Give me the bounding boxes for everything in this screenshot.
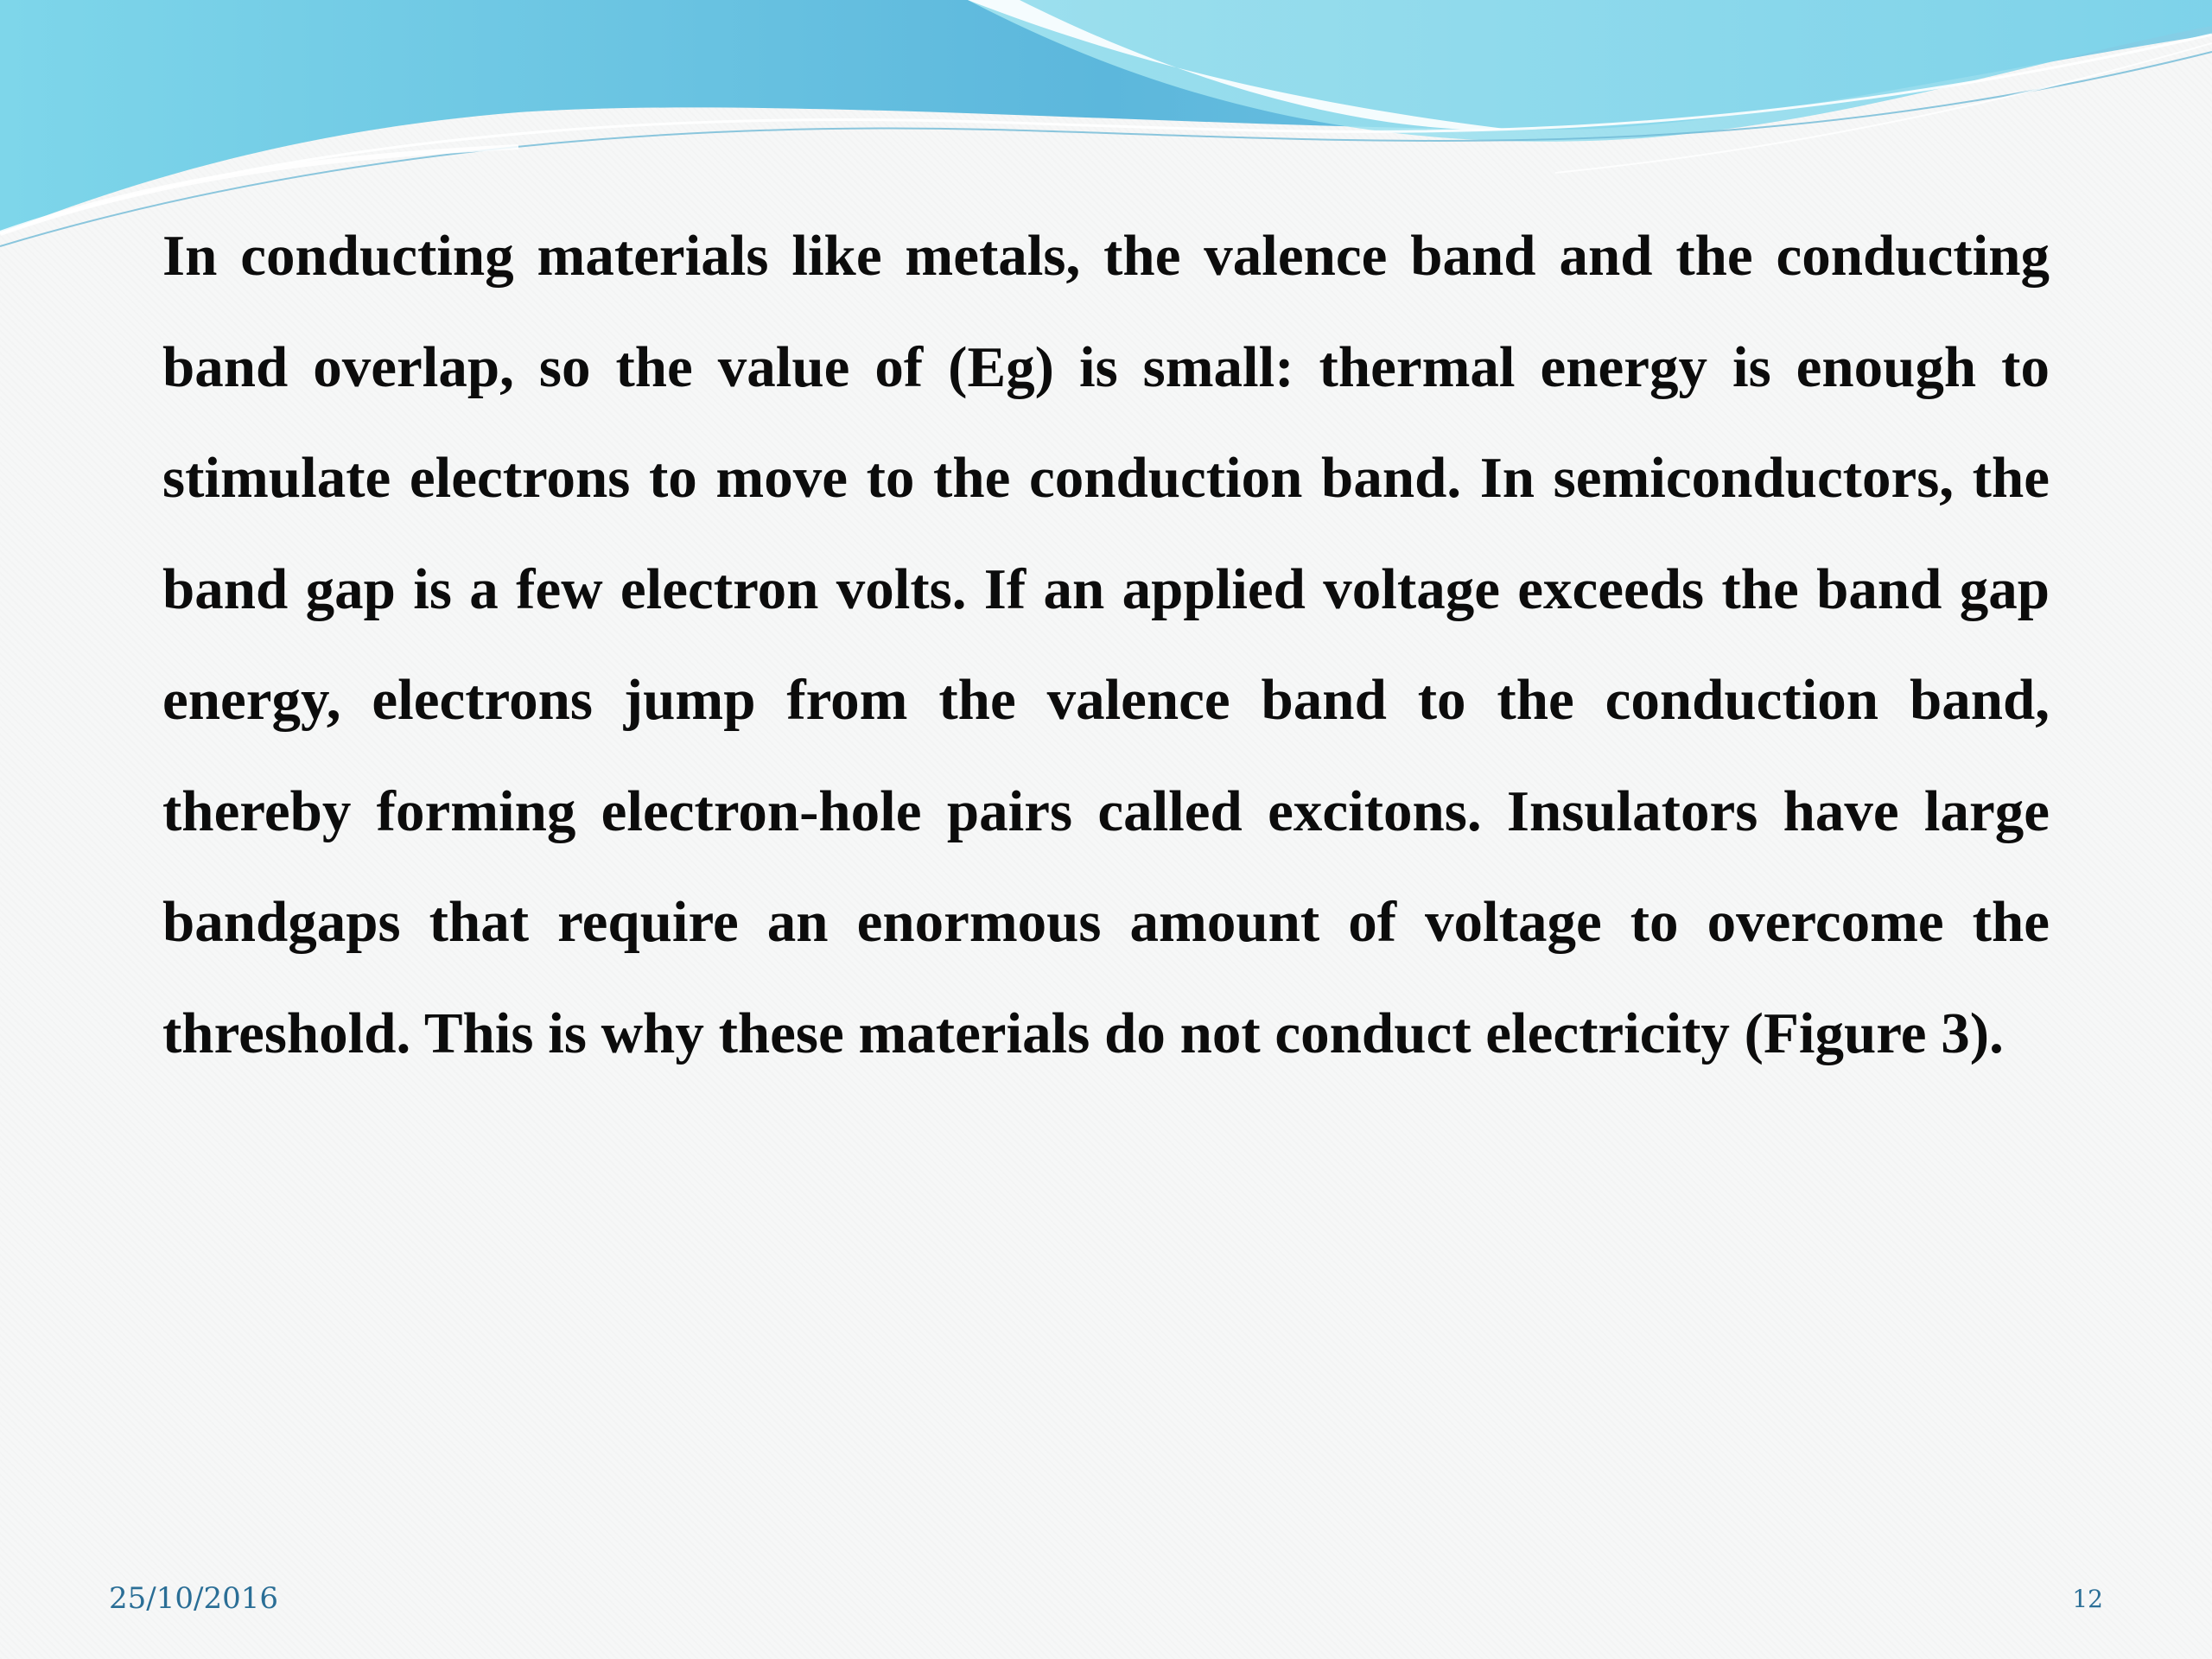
slide-number: 12 <box>2072 1585 2103 1613</box>
slide-body-text: In conducting materials like metals, the valence band and the conducting band overlap, so the value of (Eg) is small: thermal energy is enough to stimulate electrons to move to the conduction band. In semiconductors, the band gap is a few electron volts. If an applied voltage exceeds the band gap energy, electrons jump from the valence band to the conduction band, thereby forming electron-hole pairs called excitons. Insulators have large bandgaps that require an enormous amount of voltage to overcome the threshold. This is why these materials do not conduct electricity (Figure 3). <box>162 224 2050 1065</box>
footer-date: 25/10/2016 <box>109 1581 278 1616</box>
